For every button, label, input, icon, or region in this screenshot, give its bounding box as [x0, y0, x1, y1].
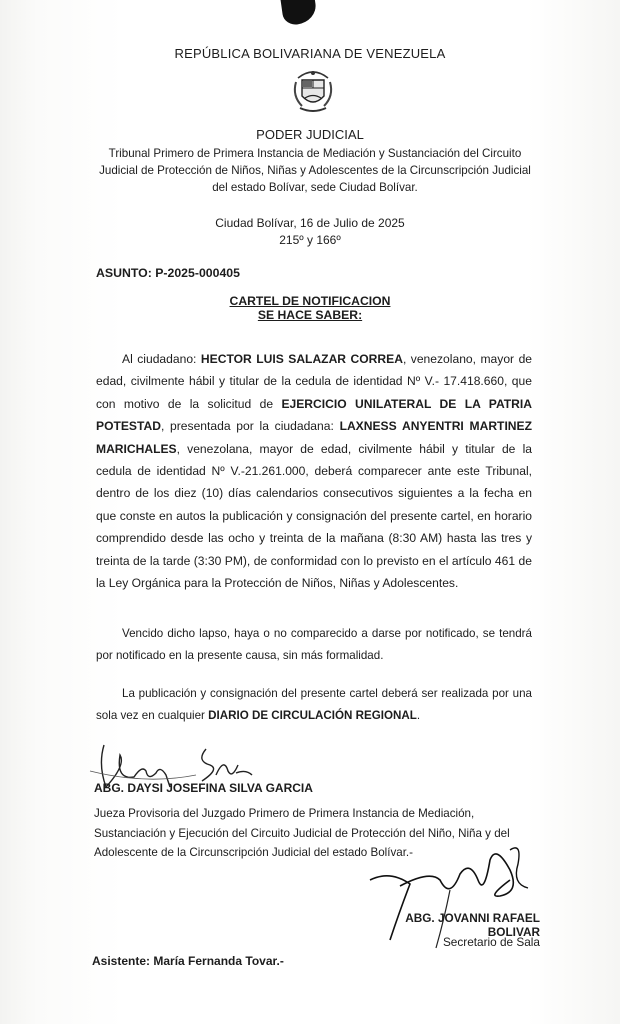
years-line: 215º y 166º: [279, 233, 341, 247]
assistant-line: Asistente: María Fernanda Tovar.-: [92, 954, 284, 968]
poder-judicial-heading: PODER JUDICIAL: [256, 127, 364, 142]
judge-role: Jueza Provisoria del Juzgado Primero de Primera Instancia de Mediación, Sustanciación y Ejecución del Circuito Judicial de Protección del Niño, Niña y del Adolescente de la Circunscripción Judicial del estado Bolívar.-: [94, 807, 510, 859]
paragraph-3: [96, 683, 532, 728]
paragraph-2: Vencido dicho lapso, haya o no comparecido a darse por notificado, se tendrá por notificado en la presente causa, sin más formalidad.: [96, 627, 532, 663]
republic-heading: REPÚBLICA BOLIVARIANA DE VENEZUELA: [174, 46, 446, 61]
coat-of-arms-icon: [288, 64, 338, 118]
paragraph-1: [96, 348, 532, 594]
p1-bold-request: EJERCICIO UNILATERAL DE LA PATRIA POTESTAD: [96, 396, 532, 434]
p1-bold-citizen: HECTOR LUIS SALAZAR CORREA: [200, 352, 403, 366]
asunto-line: ASUNTO: P-2025-000405: [96, 266, 240, 280]
p1-text-1: Al ciudadano:: [122, 352, 201, 366]
p3-text-1: La publicación y consignación del presente cartel deberá ser realizada por una sola vez en cualquier: [96, 687, 532, 723]
date-block: [0, 215, 620, 249]
tribunal-name: Tribunal Primero de Primera Instancia de Mediación y Sustanciación del Circuito Judicial de Protección de Niños, Niñas y Adolescentes de la Circunscripción Judicial del estado Bolívar, sede Ciudad Bolívar.: [99, 147, 531, 194]
p1-text-4: , venezolana, mayor de edad, civilmente hábil y titular de la cedula de identidad Nº V.-21.261.000, deberá comparecer ante este Tribunal, dentro de los diez (10) días calendarios consecutivos siguientes a la fecha en que conste en autos la publicación y consignación del presente cartel, en horario comprendido desde las ocho y treinta de la mañana (8:30 AM) hasta las tres y treinta de la tarde (3:30 PM), de conformidad con lo previsto en el artículo 461 de la Ley Orgánica para la Protección de Niños, Niñas y Adolescentes.: [96, 441, 532, 591]
secretary-role: Secretario de Sala: [442, 935, 540, 949]
date-line: Ciudad Bolívar, 16 de Julio de 2025: [215, 216, 405, 230]
secretary-name: ABG. JOVANNI RAFAEL BOLIVAR: [405, 911, 540, 939]
p1-bold-applicant: LAXNESS ANYENTRI MARTINEZ MARICHALES: [96, 419, 532, 456]
title-line-1: CARTEL DE NOTIFICACION: [229, 294, 391, 308]
p3-bold-newspaper: DIARIO DE CIRCULACIÓN REGIONAL: [208, 709, 417, 723]
p1-text-3: , presentada por la ciudadana:: [160, 419, 340, 434]
ink-blot: [280, 0, 318, 26]
title-line-2: SE HACE SABER:: [257, 308, 363, 322]
document-title: [0, 294, 620, 322]
p3-text-2: .: [416, 709, 421, 723]
judge-name: ABG. DAYSI JOSEFINA SILVA GARCIA: [94, 781, 313, 795]
p1-text-2: , venezolano, mayor de edad, civilmente hábil y titular de la cedula de identidad Nº V.- 17.418.660, que con motivo de la solicitud de: [96, 352, 533, 411]
